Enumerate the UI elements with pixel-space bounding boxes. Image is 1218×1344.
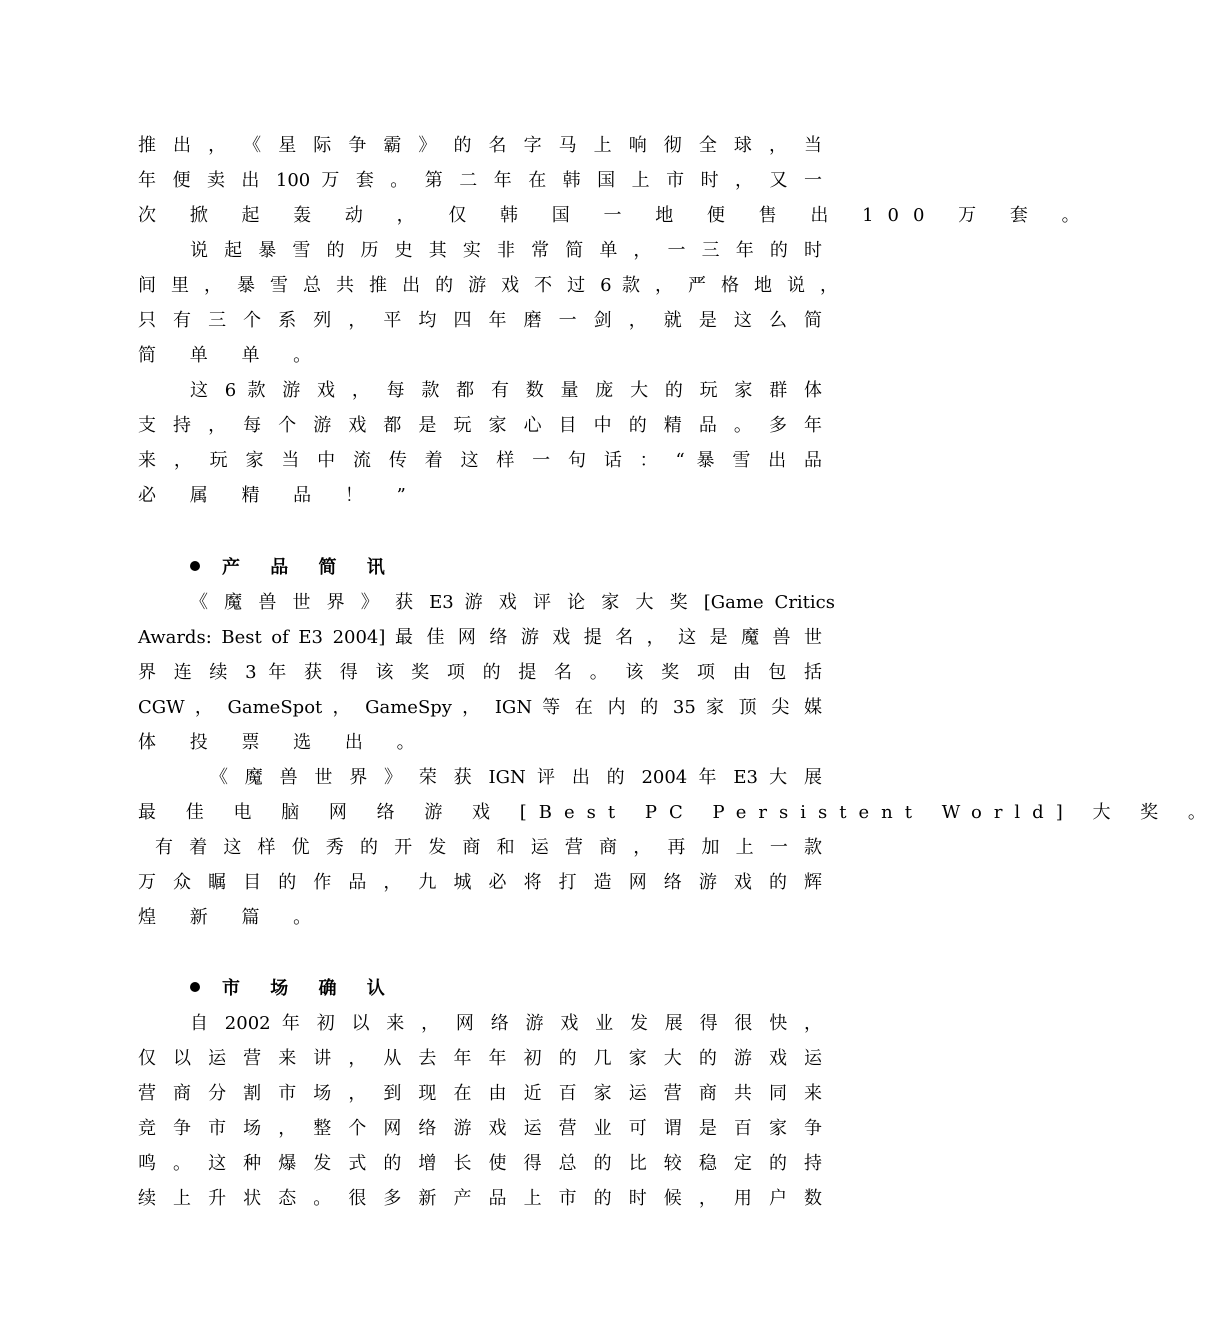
text-line: CGW ， GameSpot ， GameSpy ， IGN 等 在 内 的 35 家 顶 尖 媒 bbox=[138, 697, 822, 718]
text-line: 次 掀 起 轰 动 ， 仅 韩 国 一 地 便 售 出 100 万 套 。 bbox=[138, 205, 1094, 226]
text-line: 营 商 分 割 市 场 ， 到 现 在 由 近 百 家 运 营 商 共 同 来 bbox=[138, 1083, 822, 1104]
section-heading-product-news bbox=[190, 550, 397, 585]
text-line: 简 单 单 。 bbox=[138, 345, 326, 366]
text-line: 支 持 ， 每 个 游 戏 都 是 玩 家 心 目 中 的 精 品 。 多 年 bbox=[138, 415, 822, 436]
text-line: 只 有 三 个 系 列 ， 平 均 四 年 磨 一 剑 ， 就 是 这 么 简 bbox=[138, 310, 822, 331]
text-line: 《 魔 兽 世 界 》 荣 获 IGN 评 出 的 2004 年 E3 大 展 bbox=[210, 767, 822, 788]
text-line: 间 里 ， 暴 雪 总 共 推 出 的 游 戏 不 过 6 款 ， 严 格 地 说 ， bbox=[138, 275, 838, 296]
bullet-icon bbox=[190, 982, 200, 992]
text-line: 这 6 款 游 戏 ， 每 款 都 有 数 量 庞 大 的 玩 家 群 体 bbox=[190, 380, 822, 401]
text-line: 推 出 ， 《 星 际 争 霸 》 的 名 字 马 上 响 彻 全 球 ， 当 bbox=[138, 135, 822, 156]
bullet-icon bbox=[190, 561, 200, 571]
text-line: 鸣 。 这 种 爆 发 式 的 增 长 使 得 总 的 比 较 稳 定 的 持 bbox=[138, 1153, 822, 1174]
text-line: 煌 新 篇 。 bbox=[138, 907, 326, 928]
text-line: 说 起 暴 雪 的 历 史 其 实 非 常 简 单 ， 一 三 年 的 时 bbox=[190, 240, 822, 261]
text-line: 年 便 卖 出 100 万 套 。 第 二 年 在 韩 国 上 市 时 ， 又 一 bbox=[138, 170, 822, 191]
text-line: Awards: Best of E3 2004] 最 佳 网 络 游 戏 提 名 ， 这 是 魔 兽 世 bbox=[138, 627, 822, 648]
text-line: 竞 争 市 场 ， 整 个 网 络 游 戏 运 营 业 可 谓 是 百 家 争 bbox=[138, 1118, 822, 1139]
text-line: 万 众 瞩 目 的 作 品 ， 九 城 必 将 打 造 网 络 游 戏 的 辉 bbox=[138, 872, 822, 893]
text-line: 仅 以 运 营 来 讲 ， 从 去 年 年 初 的 几 家 大 的 游 戏 运 bbox=[138, 1048, 822, 1069]
section-heading-text: 产 品 简 讯 bbox=[222, 557, 397, 578]
text-line: 续 上 升 状 态 。 很 多 新 产 品 上 市 的 时 候 ， 用 户 数 bbox=[138, 1188, 822, 1209]
text-line: 自 2002 年 初 以 来 ， 网 络 游 戏 业 发 展 得 很 快 ， bbox=[190, 1013, 822, 1034]
text-line: 体 投 票 选 出 。 bbox=[138, 732, 429, 753]
text-line: 《 魔 兽 世 界 》 获 E3 游 戏 评 论 家 大 奖 [Game Critics bbox=[190, 592, 835, 613]
text-line: 必 属 精 品 ！ ” bbox=[138, 485, 420, 506]
section-heading-text: 市 场 确 认 bbox=[222, 978, 397, 999]
text-line: 来 ， 玩 家 当 中 流 传 着 这 样 一 句 话 ： “ 暴 雪 出 品 bbox=[138, 450, 822, 471]
text-line: 有 着 这 样 优 秀 的 开 发 商 和 运 营 商 ， 再 加 上 一 款 bbox=[155, 837, 822, 858]
text-line: 最 佳 电 脑 网 络 游 戏 [Best PC Persistent World] 大 奖 。 bbox=[138, 802, 1218, 823]
section-heading-market-confirmation bbox=[190, 971, 397, 1006]
text-line: 界 连 续 3 年 获 得 该 奖 项 的 提 名 。 该 奖 项 由 包 括 bbox=[138, 662, 822, 683]
